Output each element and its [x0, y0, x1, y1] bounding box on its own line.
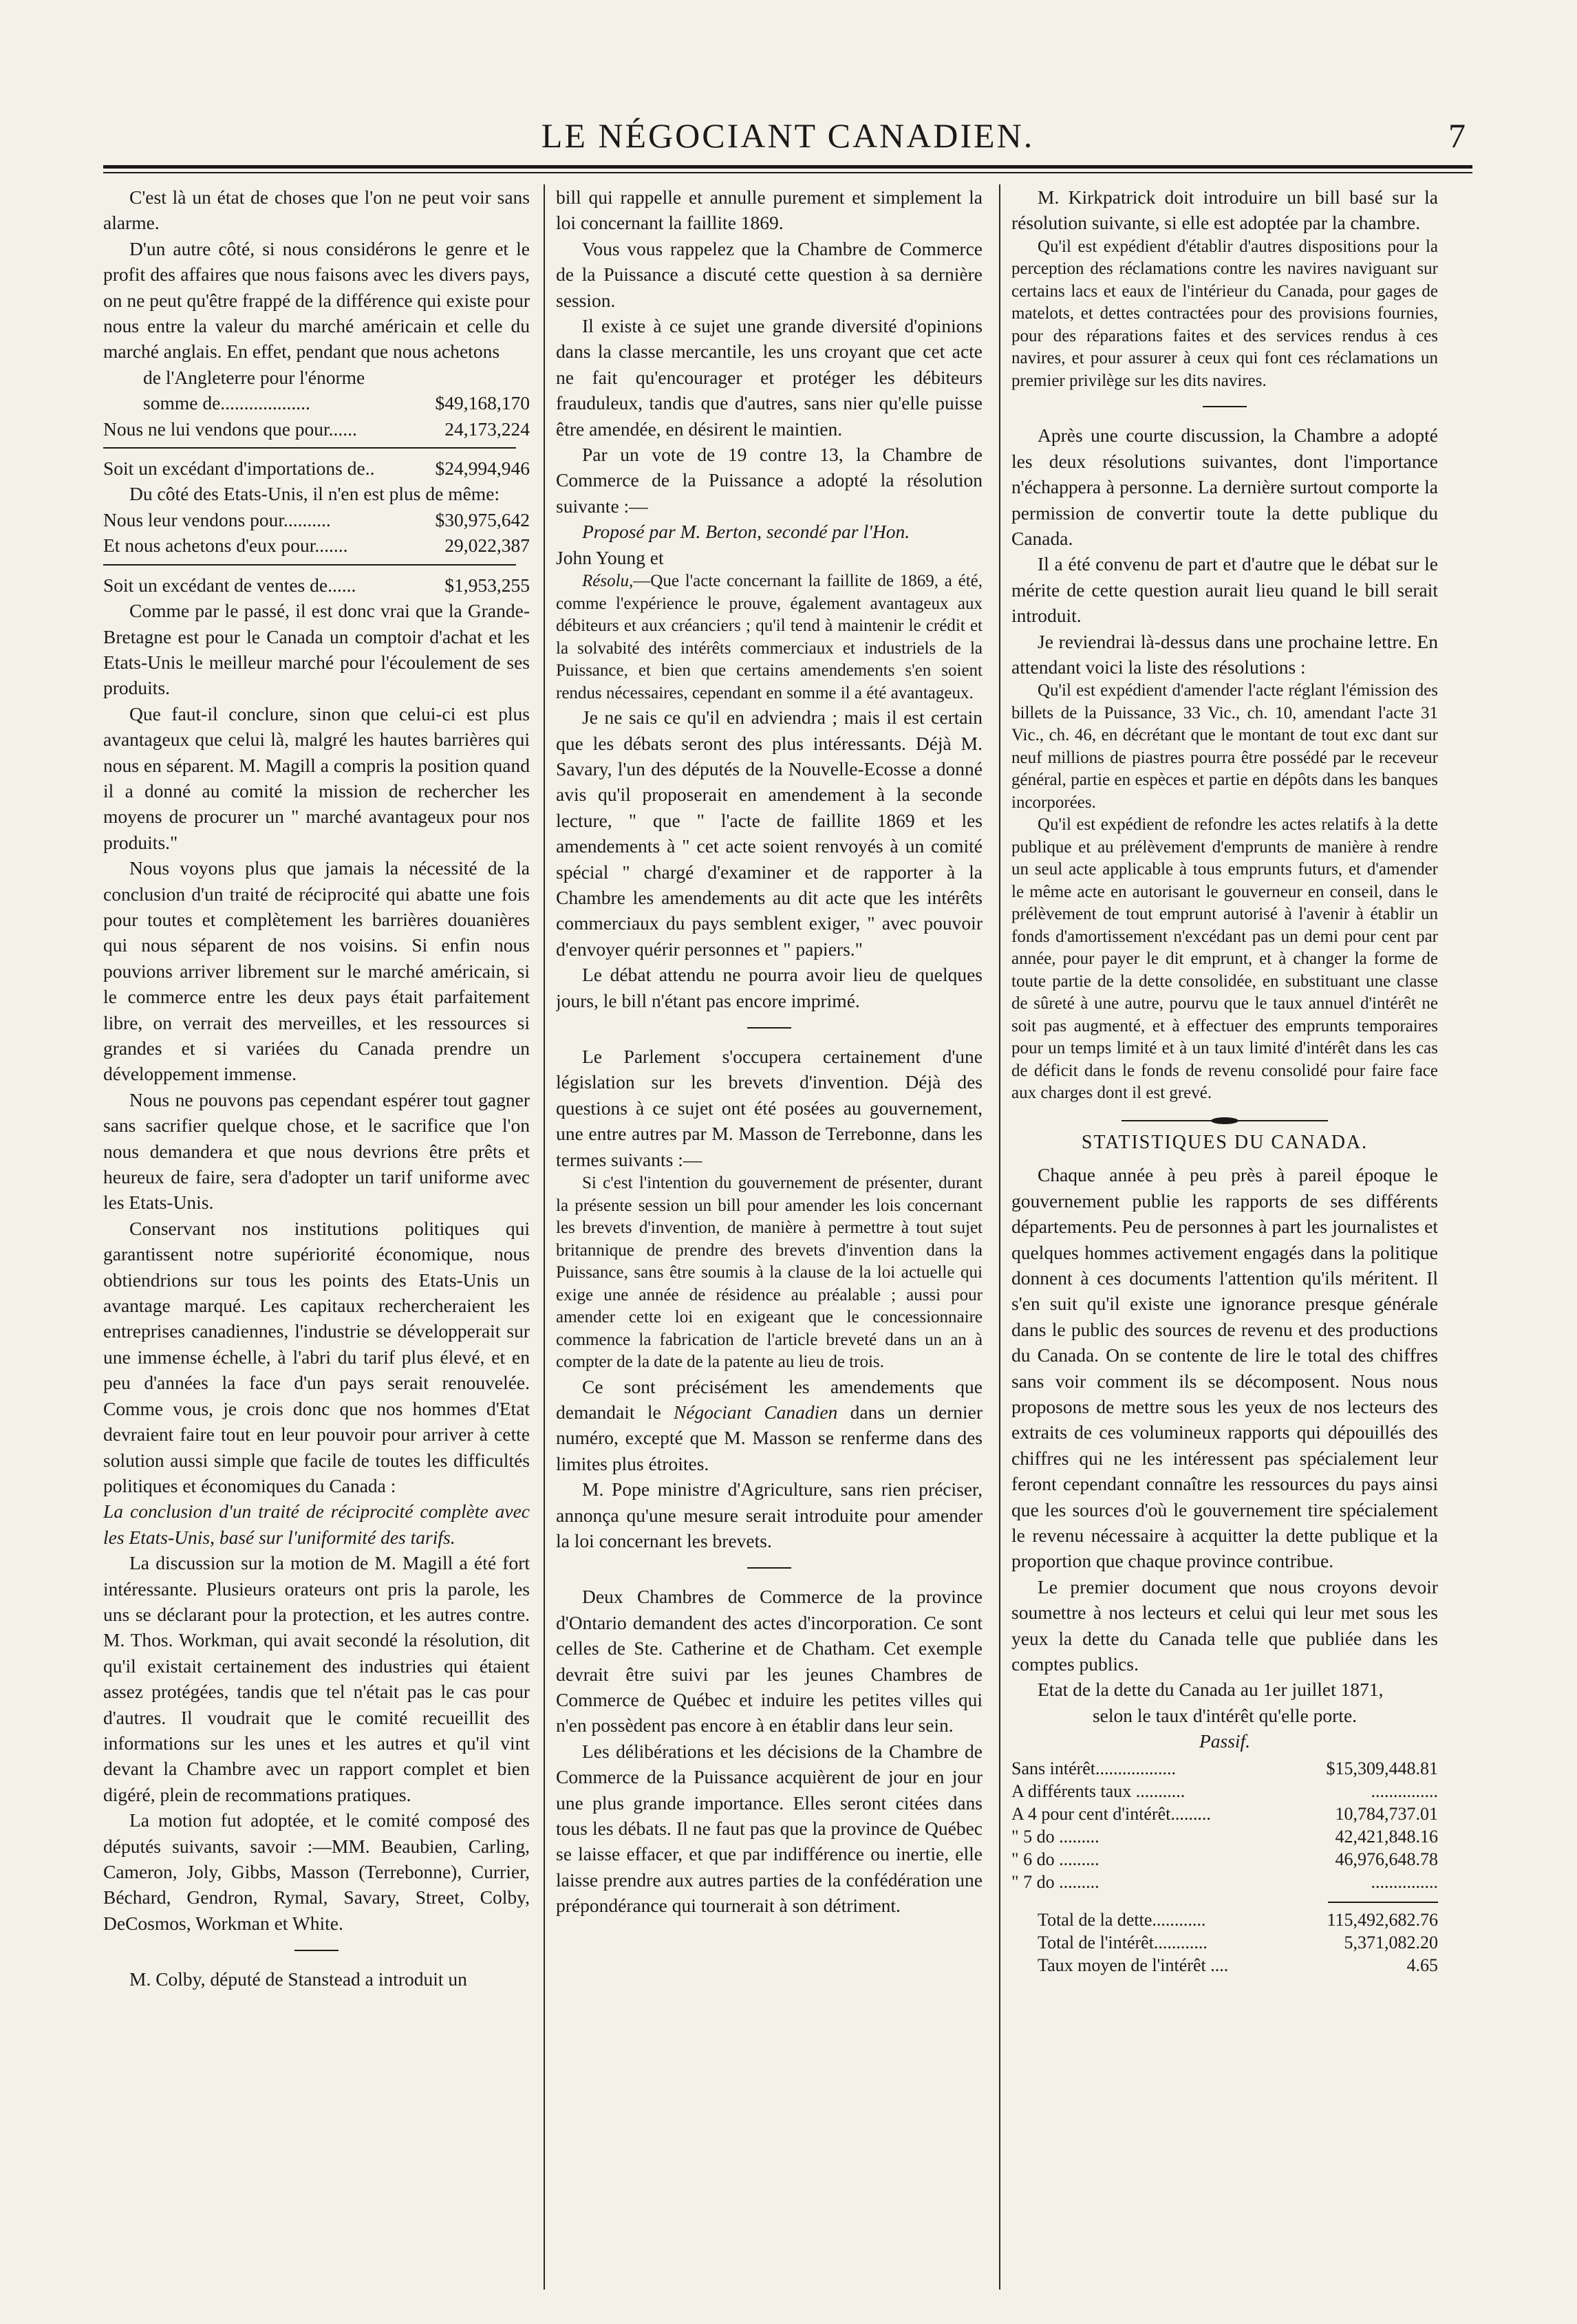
paragraph: Comme par le passé, il est donc vrai que la Grande-Bretagne est pour le Canada un comptoir d'achat et les Etats-Unis le meilleur marché pour l'écoulement de ses produits. — [103, 600, 530, 699]
column-rule — [999, 184, 1000, 2290]
text-run: Ce sont précisément les amendements que demandait le — [556, 1375, 983, 1423]
figure-value: 24,173,224 — [444, 418, 530, 440]
paragraph: Du côté des Etats-Unis, il n'en est plus de même: — [129, 483, 500, 505]
figure-label: somme de................... — [143, 392, 310, 414]
paragraph: Après une courte discussion, la Chambre a adopté les deux résolutions suivantes, dont l'importance n'échappera à personne. La dernière surtout comporte la permission de convertir toute la dette publique du Canada. — [1011, 424, 1438, 549]
newspaper-title: LE NÉGOCIANT CANADIEN. — [541, 116, 1035, 155]
resolution — [556, 570, 983, 704]
total-row — [1011, 1931, 1438, 1954]
paragraph: C'est là un état de choses que l'on ne peut voir sans alarme. — [103, 186, 530, 234]
paragraph: Le débat attendu ne pourra avoir lieu de quelques jours, le bill n'étant pas encore imprimé. — [556, 964, 983, 1011]
text-run: dans un dernier numéro, excepté que M. Masson se renferme dans des limites plus étroites. — [556, 1401, 983, 1474]
row-value: 46,976,648.78 — [1335, 1849, 1438, 1869]
row-value: ............... — [1371, 1871, 1438, 1892]
column-2 — [556, 184, 983, 2293]
figure-line — [103, 416, 530, 442]
table-row — [1011, 1780, 1438, 1803]
figure-label: Nous ne lui vendons que pour...... — [103, 418, 357, 440]
figure-value: 29,022,387 — [444, 535, 530, 557]
section-divider — [747, 1027, 791, 1029]
figure-line — [103, 390, 530, 416]
paragraph: Le premier document que nous croyons devoir soumettre à nos lecteurs et celui qui leur met sous les yeux la dette du Canada telle que publiée dans les comptes publics. — [1011, 1575, 1438, 1675]
row-label: A différents taux ........... — [1011, 1780, 1186, 1801]
row-value: ............... — [1371, 1780, 1438, 1801]
resolution-text: Qu'il est expédient d'établir d'autres dispositions pour la perception des réclamations contre les navires naviguant sur certains lacs et eaux de l'intérieur du Canada, pour gages de matelots, et dettes contractées pour des provisions fournies, pour des réparations faites et des services rendus à ces navires, et pour assurer à ceux qui font ces réclamations un premier privilège sur les dits navires. — [1011, 237, 1438, 390]
table-title: Etat de la dette du Canada au 1er juillet 1871, — [1038, 1679, 1384, 1701]
debt-table — [1011, 1757, 1438, 1977]
paragraph: Que faut-il conclure, sinon que celui-ci est plus avantageux que celui là, malgré les hautes barrières qui nous en séparent. M. Magill a compris la position quand il a donné au comité la mission de rechercher les moyens de procurer un " marché avantageux pour nos produits." — [103, 702, 530, 853]
column-1 — [103, 184, 530, 2293]
masthead — [103, 116, 1472, 164]
row-label: " 7 do ......... — [1011, 1871, 1099, 1892]
figure-label: Nous leur vendons pour.......... — [103, 508, 331, 530]
figure-value: $1,953,255 — [444, 574, 530, 596]
figure-line — [103, 455, 530, 481]
paragraph: La discussion sur la motion de M. Magill a été fort intéressante. Plusieurs orateurs ont pris la parole, les uns se déclarant pour la protection, et les autres contre. M. Thos. Workman, qui avait secondé la résolution, dit qu'il existait certainement des industries qui étaient assez protégées, tandis que tel n'était pas le cas pour d'autres. Il voudrait que le comité recueillit des informations sur les unes et les autres et qu'il vint devant la Chambre avec un rapport complet et bien digéré, plein de recommations pratiques. — [103, 1552, 530, 1805]
paragraph: Il existe à ce sujet une grande diversité d'opinions dans la classe mercantile, les uns croyant que cet acte ne fait qu'encourager et protéger les débiteurs frauduleux, tandis que d'autres, sans nier qu'elle puisse être amendée, en désirent le maintien. — [556, 315, 983, 440]
paragraph: Nous ne pouvons pas cependant espérer tout gagner sans sacrifier quelque chose, et le sacrifice que l'on nous demandera et que nous devrions être prêts et heureux de faire, sera d'adopter un tarif uniforme avec les Etats-Unis. — [103, 1088, 530, 1214]
motion-seconder: John Young et — [556, 546, 664, 568]
table-heading — [1011, 1728, 1438, 1754]
paragraph: Vous vous rappelez que la Chambre de Commerce de la Puissance a discuté cette question à sa dernière session. — [556, 237, 983, 311]
figure-value: $24,994,946 — [435, 458, 530, 480]
table-row — [1011, 1871, 1438, 1893]
sum-rule — [103, 447, 516, 449]
paragraph: M. Pope ministre d'Agriculture, sans rien préciser, annonça qu'une mesure serait introduite pour amender la loi concernant les brevets. — [556, 1478, 983, 1551]
row-value: 115,492,682.76 — [1327, 1909, 1438, 1930]
section-divider — [294, 1950, 339, 1951]
row-label: " 5 do ......... — [1011, 1826, 1099, 1847]
paragraph: Le Parlement s'occupera certainement d'une législation sur les brevets d'invention. Déjà des questions à ce sujet ont été posées au gouvernement, une entre autres par M. Masson de Terrebonne, dans les termes suivants :— — [556, 1045, 983, 1170]
paragraph: Il a été convenu de part et d'autre que le débat sur le mérite de cette question aurait lieu quand le bill serait introduit. — [1011, 553, 1438, 627]
figure-value: $49,168,170 — [435, 392, 530, 414]
italic-text: Passif. — [1199, 1730, 1251, 1752]
paragraph: M. Colby, député de Stanstead a introduit un — [129, 1968, 467, 1990]
ornamental-divider — [1122, 1116, 1328, 1126]
paragraph: Les délibérations et les décisions de la Chambre de Commerce de la Puissance acquièrent de jour en jour une plus grande importance. Elles seront citées dans tous les débats. Il ne faut pas que la province de Québec se laisse effacer, et que par indifférence ou inertie, elle laisse prendre aux autres parties de la confédération une prépondérance qui tournerait à son détriment. — [556, 1740, 983, 1917]
paragraph: M. Kirkpatrick doit introduire un bill basé sur la résolution suivante, si elle est adoptée par la chambre. — [1011, 186, 1438, 234]
paragraph: Nous voyons plus que jamais la nécessité de la conclusion d'un traité de réciprocité qui abatte une fois pour toutes et complètement les barrières douanières qui nous séparent de nos voisins. Si enfin nous pouvions arriver librement sur le marché américain, si le commerce entre les deux pays était parfaitement libre, on verrait des merveilles, et les ressources si grandes et si variées du Canada prendre un développement immense. — [103, 857, 530, 1085]
row-label: " 6 do ......... — [1011, 1849, 1099, 1869]
figure-line — [103, 532, 530, 558]
resolution-text: Qu'il est expédient de refondre les actes relatifs à la dette publique et au prélèvement d'emprunts de manière à rendre un seul acte applicable à tous emprunts futurs, et d'amender le même acte en autorisant le gouverneur en conseil, dans le prélèvement de tout emprunt autorisé à l'avenir à établir un fonds d'amortissement n'excédant pas un demi pour cent par année, pour payer le dit emprunt, et à changer la forme de toute partie de la dette consolidée, en substituant une classe de sûreté à une autre, pourvu que le taux annuel d'intérêt ne soit pas augmenté, et à effectuer des emprunts temporaires pour un temps limité et à un taux limité d'intérêt dans les cas de déficit dans le fonds de revenu consolidé pour faire face aux charges dont il est grevé. — [1011, 815, 1438, 1103]
figure-line: de l'Angleterre pour l'énorme — [143, 366, 365, 388]
italic-conclusion — [103, 1498, 530, 1550]
italic-text: Résolu, — [582, 572, 634, 591]
row-value: 10,784,737.01 — [1335, 1803, 1438, 1824]
italic-text: Négociant Canadien — [674, 1401, 838, 1423]
paragraph: bill qui rappelle et annulle purement et simplement la loi concernant la faillite 1869. — [556, 186, 983, 234]
paragraph — [556, 1374, 983, 1477]
row-value: 5,371,082.20 — [1344, 1932, 1438, 1952]
paragraph: D'un autre côté, si nous considérons le genre et le profit des affaires que nous faisons avec les divers pays, on ne peut qu'être frappé de la différence qui existe pour nous entre la valeur du marché américain et celle du marché anglais. En effet, pendant que nous achetons — [103, 237, 530, 363]
paragraph: Je reviendrai là-dessus dans une prochaine lettre. En attendant voici la liste des résolutions : — [1011, 630, 1438, 678]
paragraph: Par un vote de 19 contre 13, la Chambre de Commerce de la Puissance a adopté la résolution suivante :— — [556, 444, 983, 517]
paragraph: Je ne sais ce qu'il en adviendra ; mais il est certain que les débats seront des plus intéressants. Déjà M. Savary, l'un des députés de la Nouvelle-Ecosse a donné avis qu'il proposerait en amendement à la seconde lecture, " que " l'acte de faillite 1869 et les amendements à " cet acte soient renvoyés à un comité spécial " chargé d'examiner et de rapporter à la Chambre les amendements au dit acte que les intérêts commerciaux du pays semblent exiger, " avec pouvoir d'envoyer quérir personnes et " papiers." — [556, 707, 983, 960]
italic-text: Proposé par M. Berton, secondé par l'Hon. — [582, 521, 910, 543]
paragraph: Chaque année à peu près à pareil époque le gouvernement publie les rapports de ses différents départements. Peu de personnes à part les journalistes et quelques hommes activement engagés dans la politique donnent à ces documents l'attention qu'ils méritent. Il s'en suit qu'il existe une ignorance presque générale dans le public des sources de revenu et des productions du Canada. On se contente de lire le total des chiffres sans voir comment ils se décomposent. Nous nous proposons de mettre sous les yeux de nos lecteurs des extraits de ces volumineux rapports qui dépouillés des chiffres qui ne les intéressent pas spécialement leur feront cependant connaître les ressources du pays ainsi que les sources d'où le gouvernement tire spécialement le revenu nécessaire à acquitter la dette publique et la proportion que chaque province contribue. — [1011, 1164, 1438, 1572]
figure-label: Soit un excédant de ventes de...... — [103, 574, 356, 596]
column-rule — [544, 184, 545, 2290]
table-row — [1011, 1803, 1438, 1825]
figure-line — [103, 572, 530, 598]
row-label: Total de la dette............ — [1038, 1909, 1206, 1930]
sum-rule — [103, 564, 516, 566]
row-label: A 4 pour cent d'intérêt......... — [1011, 1803, 1211, 1824]
resolution-text: Qu'il est expédient d'amender l'acte réglant l'émission des billets de la Puissance, 33 Vic., ch. 10, amendant l'acte 31 Vic., ch. 46, en décrétant que le montant de tout exc dant sur neuf millions de piastres pourra être possédé par le receveur général, partie en espèces et partie en dépôts dans les banques incorporées. — [1011, 681, 1438, 812]
figure-label: Soit un excédant d'importations de.. — [103, 458, 375, 480]
table-row — [1011, 1848, 1438, 1871]
row-label: Total de l'intérêt............ — [1038, 1932, 1208, 1952]
row-label: Sans intérêt.................. — [1011, 1758, 1177, 1778]
row-value: $15,309,448.81 — [1326, 1758, 1438, 1778]
total-row — [1011, 1954, 1438, 1977]
resolution-text: —Que l'acte concernant la faillite de 1869, a été, comme l'expérience le prouve, également avantageux aux débiteurs et aux créanciers ; qu'il tend à maintenir le crédit et la solvabité des intérêts commerciaux et industriels de la Puissance, et bien que certains amendements s'en soient rendus nécessaires, cependant en somme il a été avantageux. — [556, 572, 983, 702]
figure-line — [103, 507, 530, 532]
figure-label: Et nous achetons d'eux pour....... — [103, 535, 348, 557]
figure-value: $30,975,642 — [435, 508, 530, 530]
paragraph: Deux Chambres de Commerce de la province d'Ontario demandent des actes d'incorporation. Ce sont celles de Ste. Catherine et de Chatham. Cet exemple devrait être suivi par les jeunes Chambres de Commerce de Québec et induire les petites villes qui n'en possèdent pas encore à en établir dans leur sein. — [556, 1586, 983, 1736]
italic-text: La conclusion d'un traité de réciprocité complète avec les Etats-Unis, basé sur l'uniformité des tarifs. — [103, 1500, 530, 1548]
header-rule-thin — [103, 172, 1472, 173]
section-heading: STATISTIQUES DU CANADA. — [1081, 1131, 1369, 1153]
table-subtitle: selon le taux d'intérêt qu'elle porte. — [1092, 1704, 1358, 1726]
table-row — [1011, 1757, 1438, 1780]
motion-proposer — [556, 519, 983, 544]
paragraph: La motion fut adoptée, et le comité composé des députés suivants, savoir :—MM. Beaubien, Carling, Cameron, Joly, Gibbs, Masson (Terrebonne), Currier, Béchard, Gendron, Rymal, Savary, Street, Colby, DeCosmos, Workman et White. — [103, 1809, 530, 1934]
section-divider — [747, 1567, 791, 1569]
paragraph: Conservant nos institutions politiques qui garantissent notre supériorité économique, nous obtiendrions sur tous les points des Etats-Unis un avantage marqué. Les capitaux rechercheraient les entreprises canadiennes, l'industrie se développerait sur une immense échelle, à l'abri du tarif plus élevé, et en peu d'années la face d'un pays serait renouvelée. Comme vous, je crois donc que nos hommes d'Etat devraient faire tout en leur pouvoir pour arriver à cette solution aussi simple que facile de toutes les difficultés politiques et économiques du Canada : — [103, 1217, 530, 1496]
page-number: 7 — [1448, 116, 1466, 155]
row-value: 4.65 — [1406, 1955, 1438, 1975]
header-rule-thick — [103, 165, 1472, 169]
total-row — [1011, 1908, 1438, 1931]
question-text: Si c'est l'intention du gouvernement de présenter, durant la présente session un bill pour amender les lois concernant les brevets d'invention, de manière à permettre à tout sujet britannique de prendre des brevets d'invention dans la Puissance, sans être soumis à la clause de la loi actuelle qui exige une année de résidence au préalable ; aussi pour amender cette loi en exigeant que le concessionnaire commence la fabrication de l'article breveté dans un an à compter de la date de la patente au lieu de trois. — [556, 1174, 983, 1371]
row-value: 42,421,848.16 — [1335, 1826, 1438, 1847]
table-row — [1011, 1825, 1438, 1848]
row-label: Taux moyen de l'intérêt .... — [1038, 1955, 1229, 1975]
column-3 — [1011, 184, 1438, 2293]
section-divider — [1203, 406, 1247, 407]
sum-rule — [1328, 1902, 1438, 1903]
